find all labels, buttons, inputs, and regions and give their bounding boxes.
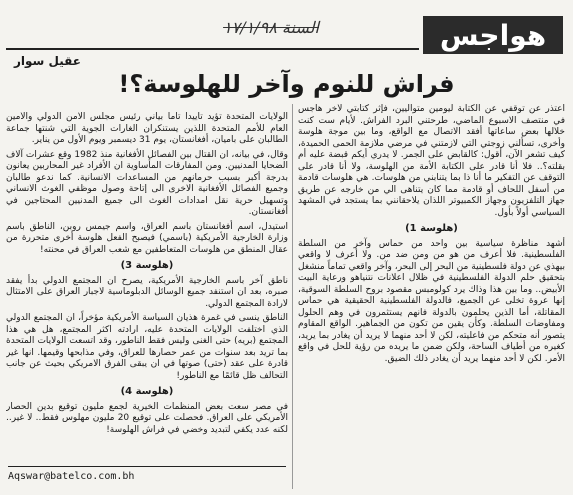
paragraph: في مصر سعت بعض المنظمات الخيرية لجمع مليون توقيع بدين الحصار الأمريكي على العراق. فحصلت على توقيع 20 مليون مهلوس فقط.. لا غير.. لكنه عدد يكفي لتبديد وخضي في فراش الهلوسة! [6,401,288,435]
right-column [298,104,565,484]
intro-paragraph: اعتذر عن توقفي عن الكتابة ليومين متواليين، فإثر كتابتي لآخر هاجس في منتصف الاسبوع الماضي، طرحتني البرد الفراش. لأيام ست كنت خلالها بعض ساعاتها أفقد الاتصال مع الواقع، وما بين موجة هلوسة وأخرى، تسألني زوجتي التي لازمتني في مرضي ملازمة الحمى الحميدة، كيف تشعر الآن، أقول: كالقابض على الجمر. لا يدري أيكم قبضة عليه أم بقلته؟.. فلا أنا قادر على الكتابة الأمة من الهلوسة، ولا أنا قادر على التوقف عن التفكير ما أنا ذا بما يتنابني من هلوسات. هي هلوسات قادمة من أسفل اللحاف أو قادمة مما كان يتناهى الي من خارجه عن طريق جهاز التلفزيون وجهاز الكمبيوتر اللذان يلاحقانني بما يستجد في المشهد السياسي أولاً بأول. [298,104,565,218]
column-header [6,14,567,68]
paragraph: الولايات المتحدة تؤيد تأييداً تاماً بياني رئيس مجلس الامن الدولي والأمين العام للأمم المتحدة اللذين يستنكران الغارات الجوية التي شنتها جماعة الطالبان على باميان، أفغانستان، يوم 31 ديسمبر ويوم الأول من يناير. [6,112,288,145]
author-name: عقيل سوار [14,54,81,68]
subheading-hallucination-4: (هلوسة 4) [120,386,174,397]
paragraph: أشهد مناظرة سياسية بين واحد من حماس وآخر من السلطة الفلسطينية. فلا أعرف من هو من ومن ضد من. ولا أعرف لا واقعي بيهذي عن دولة فلسطينية من البحر إلى البحر، وآخر واقعي تماماً منشغل بتحقيق حلم الدولة الفلسطينية في ظلال اعلانات نتنياهو ورعاية البيت الأبيض.. وما بين هذا وذاك يرد كولومبس مقصود بروح السلطة السوقية، إنها عروة تخلى عن الجميع، فالدولة الفلسطينية الحقيقية هي حماس المقاتلة، أما الذين يحلمون بالدولة فانهم يستثمرون في وهم الحلول ومفاوضات السلطة. وكأن يقين من تكون من الجماهير. الواقع المقاوم يتصور أنه متحكم من فاعليته، لكن لا أحد منهما لا يريد أن يغادر بما يريد، كغيره من أطياف الساحة، ولكن ضمن ما يريده من رؤية للحل في واقع الأمر. لكن لا أحد منهما يريد أن يغادر ذلك الضيق. [298,238,565,364]
paragraph: الناطق ينسى في غمرة هذيان السياسة الأمريكية مؤخراً، ان المجتمع الدولي الذي اختلفت الولايات المتحدة عليه، ارادته اكثر المجتمع، هل هي هذا المجتمع (بريه) حتى الغنى وليس فقط الناطور، وقد اتسعت الولايات المتحدة بما تريد بعد سنوات من عمر حصارها للعراق، وفي مذابحها وقيمها. انها غير قادرة على عقد (حتى) صوتها في ان يبقى الفرق الامريكي بحيث عن جانب التحالف ظل قائمًا مع الناطور! [6,313,288,381]
author-email: Aqswar@batelco.com.bh [8,471,135,482]
masthead-title: هواجس [423,16,563,54]
left-column [6,112,288,457]
header-rule [6,48,419,50]
subheading-hallucination-1: (هلوسة 1) [405,223,458,234]
footer-rule [8,466,286,467]
handwritten-date: السنة ١٧/١/٩٨ [223,18,319,37]
paragraph: ناطق آخر باسم الخارجية الأمريكية، يصرح ان المجتمع الدولي بدأ يفقد صبره، بعد ان استنفد جميع الوسائل الدبلوماسية لاجبار العراق على الامتثال لارادة المجتمع الدولي. [6,275,288,309]
paragraph: استيدل، اسم أفغانستان باسم العراق، واسم جيمس روبن، الناطق باسم وزارة الخارجية الأمريكية (باسمي) فيصبح الفعل هلوسة أخرى متحررة من عقال المنطق من هلوسات المتعاطفين مع شعب العراق في محنته! [6,221,288,255]
article-headline: فراش للنوم وآخر للهلوسة؟! [118,70,455,98]
column-divider [292,104,293,489]
subheading-hallucination-3: (هلوسة 3) [120,260,174,271]
paragraph: وقال، في بيانه، ان القتال بين الفصائل الأفغانية منذ 1982 وقع عشرات آلاف الضحايا المدنيين. ومن المفارقات المأساوية ان الأفراد غير المحاربين يعانون بدرجة أكبر بسبب حرمانهم من المساعدات الانسانية. كما ندعو طالبان وجميع الفصائل الأفغانية الاخرى الى إتاحة وصول موظفي الغوث الانساني وتسهيل حرية نقل امدادات الغوث الى جميع المدنيين المحتاجين في أفغانستان. [6,149,288,217]
